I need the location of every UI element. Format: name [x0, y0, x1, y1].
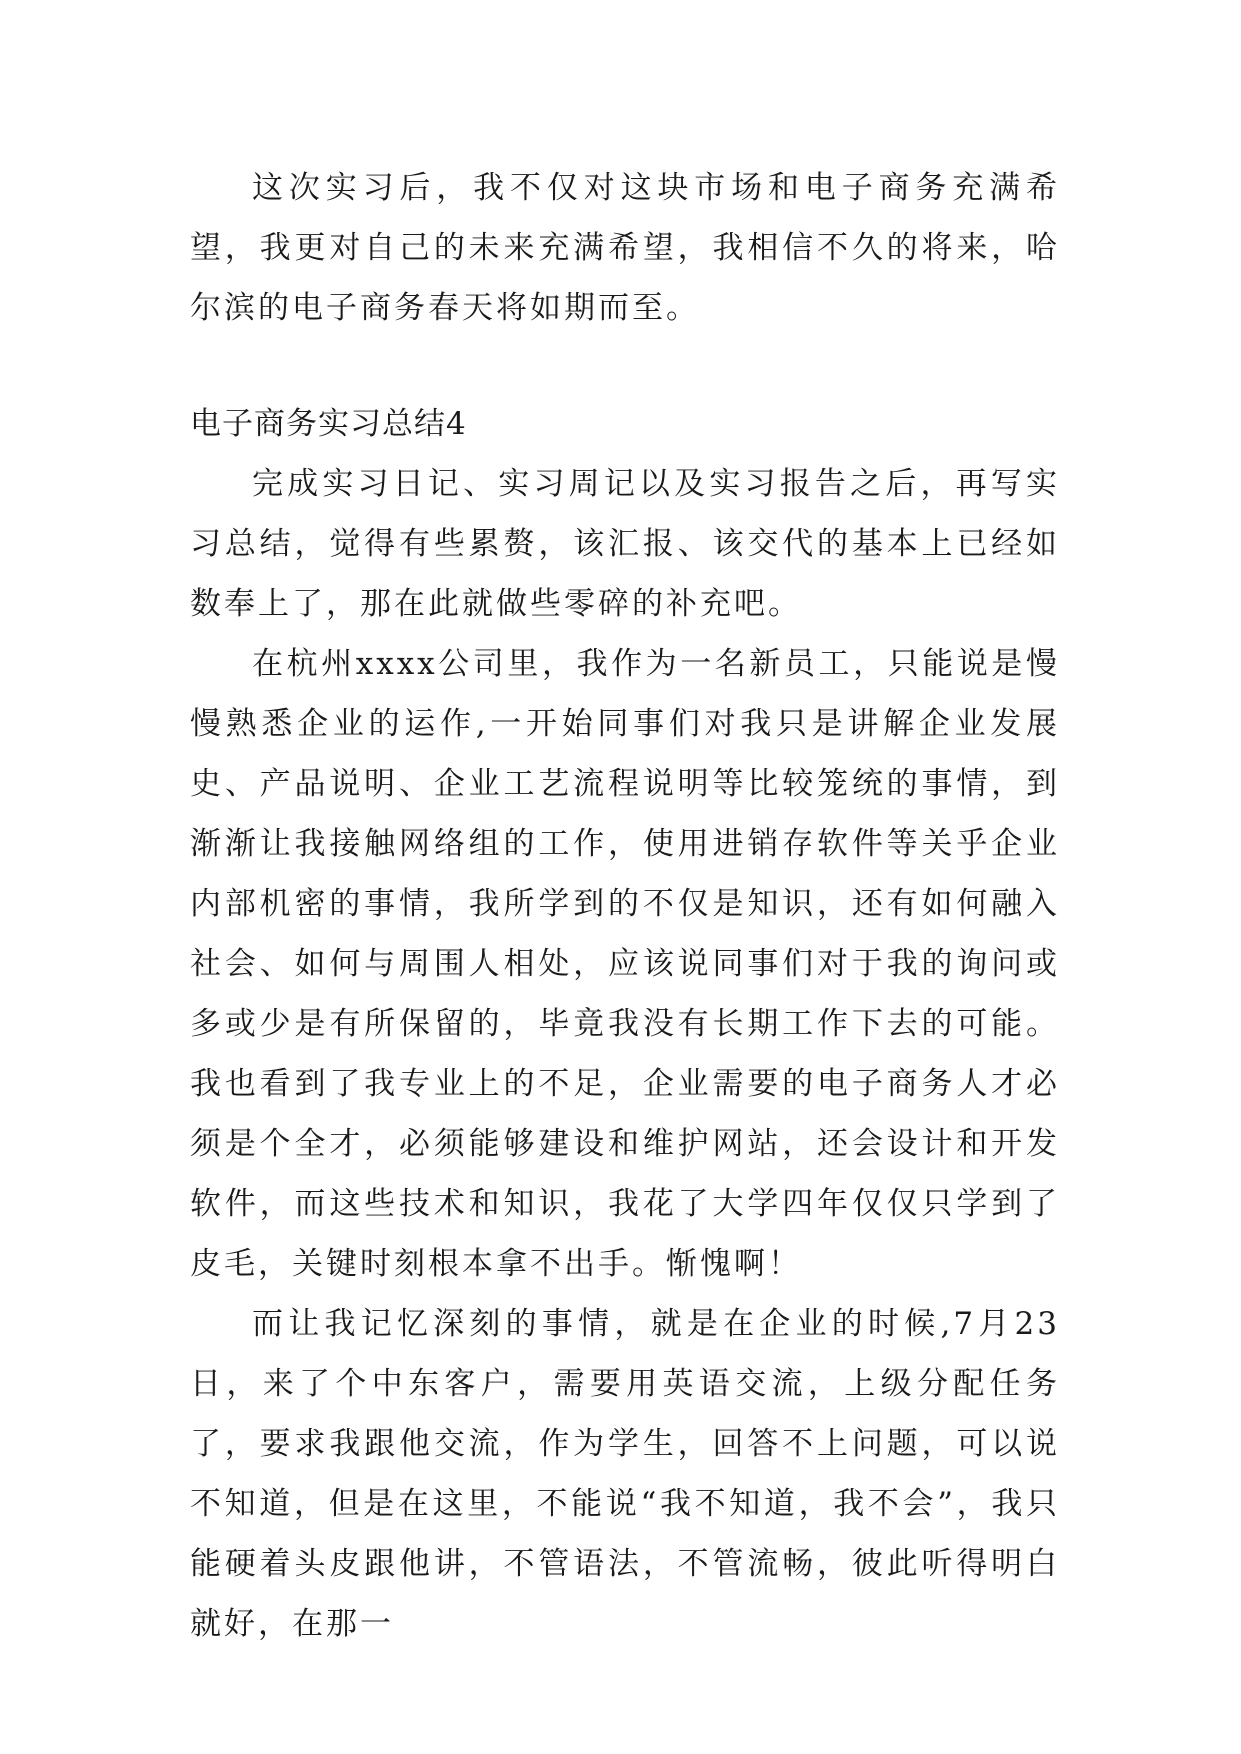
- body-paragraph: 完成实习日记、实习周记以及实习报告之后，再写实习总结，觉得有些累赘，该汇报、该交代的基本上已经如数奉上了，那在此就做些零碎的补充吧。: [190, 466, 1060, 622]
- document-body: [190, 158, 1060, 1654]
- section-title: 电子商务实习总结4: [190, 406, 467, 442]
- intro-paragraph: 这次实习后，我不仅对这块市场和电子商务充满希望，我更对自己的未来充满希望，我相信不久的将来，哈尔滨的电子商务春天将如期而至。: [190, 170, 1060, 326]
- body-paragraph: 而让我记忆深刻的事情，就是在企业的时候,7月23日，来了个中东客户，需要用英语交流，上级分配任务了，要求我跟他交流，作为学生，回答不上问题，可以说不知道，但是在这里，不能说“我不知道，我不会”，我只能硬着头皮跟他讲，不管语法，不管流畅，彼此听得明白就好，在那一: [190, 1306, 1060, 1642]
- section-gap: [190, 338, 1060, 394]
- body-paragraph: 在杭州xxxx公司里，我作为一名新员工，只能说是慢慢熟悉企业的运作,一开始同事们对我只是讲解企业发展史、产品说明、企业工艺流程说明等比较笼统的事情，到渐渐让我接触网络组的工作，使用进销存软件等关乎企业内部机密的事情，我所学到的不仅是知识，还有如何融入社会、如何与周围人相处，应该说同事们对于我的询问或多或少是有所保留的，毕竟我没有长期工作下去的可能。我也看到了我专业上的不足，企业需要的电子商务人才必须是个全才，必须能够建设和维护网站，还会设计和开发软件，而这些技术和知识，我花了大学四年仅仅只学到了皮毛，关键时刻根本拿不出手。惭愧啊！: [190, 646, 1060, 1282]
